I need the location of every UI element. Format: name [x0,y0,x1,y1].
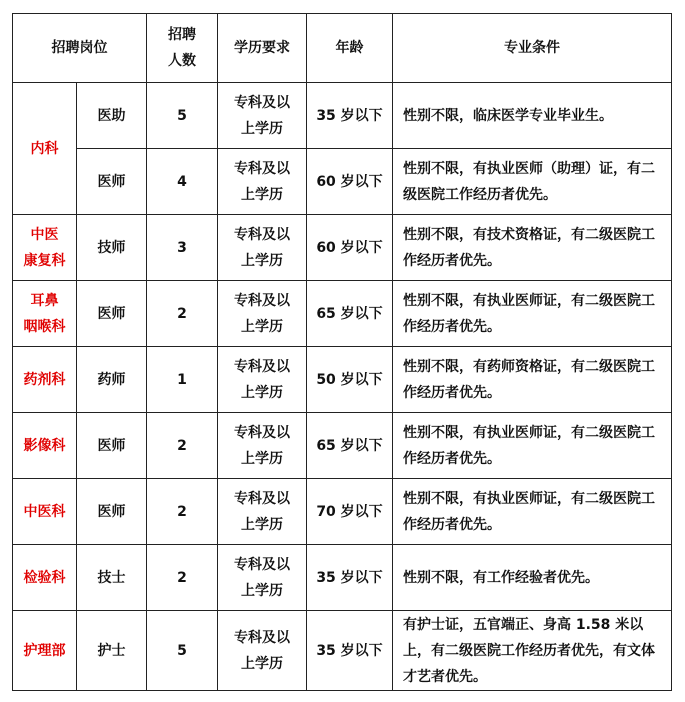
recruitment-table [12,13,672,691]
role-cell: 护士 [77,611,147,691]
role-cell: 技士 [77,545,147,611]
conditions-cell: 性别不限，有执业医师证，有二级医院工作经历者优先。 [393,413,672,479]
header-row [13,14,672,83]
conditions-cell: 性别不限，有执业医师证，有二级医院工作经历者优先。 [393,479,672,545]
conditions-cell: 有护士证，五官端正、身高 1.58 米以上，有二级医院工作经历者优先，有文体才艺者优先。 [393,611,672,691]
role-cell: 药师 [77,347,147,413]
education-cell: 专科及以 上学历 [218,83,307,149]
conditions-cell: 性别不限，有执业医师（助理）证，有二级医院工作经历者优先。 [393,149,672,215]
age-cell: 50 岁以下 [307,347,393,413]
count-cell: 1 [147,347,218,413]
education-cell: 专科及以 上学历 [218,413,307,479]
age-cell: 35 岁以下 [307,83,393,149]
age-cell: 60 岁以下 [307,149,393,215]
education-cell: 专科及以 上学历 [218,281,307,347]
header-count: 招聘 人数 [147,14,218,83]
count-cell: 3 [147,215,218,281]
role-cell: 医助 [77,83,147,149]
conditions-cell: 性别不限，有执业医师证，有二级医院工作经历者优先。 [393,281,672,347]
education-cell: 专科及以 上学历 [218,545,307,611]
table-row [13,611,672,691]
count-cell: 2 [147,413,218,479]
age-cell: 70 岁以下 [307,479,393,545]
conditions-cell: 性别不限，有药师资格证，有二级医院工作经历者优先。 [393,347,672,413]
role-cell: 医师 [77,479,147,545]
conditions-cell: 性别不限，有技术资格证，有二级医院工作经历者优先。 [393,215,672,281]
table-row [13,281,672,347]
department-cell: 内科 [13,83,77,215]
education-cell: 专科及以 上学历 [218,347,307,413]
table-row [13,149,672,215]
department-cell: 护理部 [13,611,77,691]
age-cell: 60 岁以下 [307,215,393,281]
header-conditions: 专业条件 [393,14,672,83]
age-cell: 35 岁以下 [307,545,393,611]
department-cell: 检验科 [13,545,77,611]
count-cell: 5 [147,83,218,149]
education-cell: 专科及以 上学历 [218,215,307,281]
count-cell: 5 [147,611,218,691]
table-row [13,83,672,149]
department-cell: 耳鼻 咽喉科 [13,281,77,347]
count-cell: 2 [147,281,218,347]
conditions-cell: 性别不限，临床医学专业毕业生。 [393,83,672,149]
table-row [13,347,672,413]
age-cell: 65 岁以下 [307,413,393,479]
education-cell: 专科及以 上学历 [218,149,307,215]
header-position: 招聘岗位 [13,14,147,83]
age-cell: 35 岁以下 [307,611,393,691]
education-cell: 专科及以 上学历 [218,611,307,691]
count-cell: 2 [147,545,218,611]
count-cell: 4 [147,149,218,215]
count-cell: 2 [147,479,218,545]
header-age: 年龄 [307,14,393,83]
department-cell: 影像科 [13,413,77,479]
role-cell: 医师 [77,281,147,347]
table-row [13,413,672,479]
department-cell: 药剂科 [13,347,77,413]
table-row [13,479,672,545]
age-cell: 65 岁以下 [307,281,393,347]
department-cell: 中医科 [13,479,77,545]
header-education: 学历要求 [218,14,307,83]
table-row [13,545,672,611]
role-cell: 技师 [77,215,147,281]
role-cell: 医师 [77,413,147,479]
role-cell: 医师 [77,149,147,215]
conditions-cell: 性别不限，有工作经验者优先。 [393,545,672,611]
table-row [13,215,672,281]
department-cell: 中医 康复科 [13,215,77,281]
education-cell: 专科及以 上学历 [218,479,307,545]
